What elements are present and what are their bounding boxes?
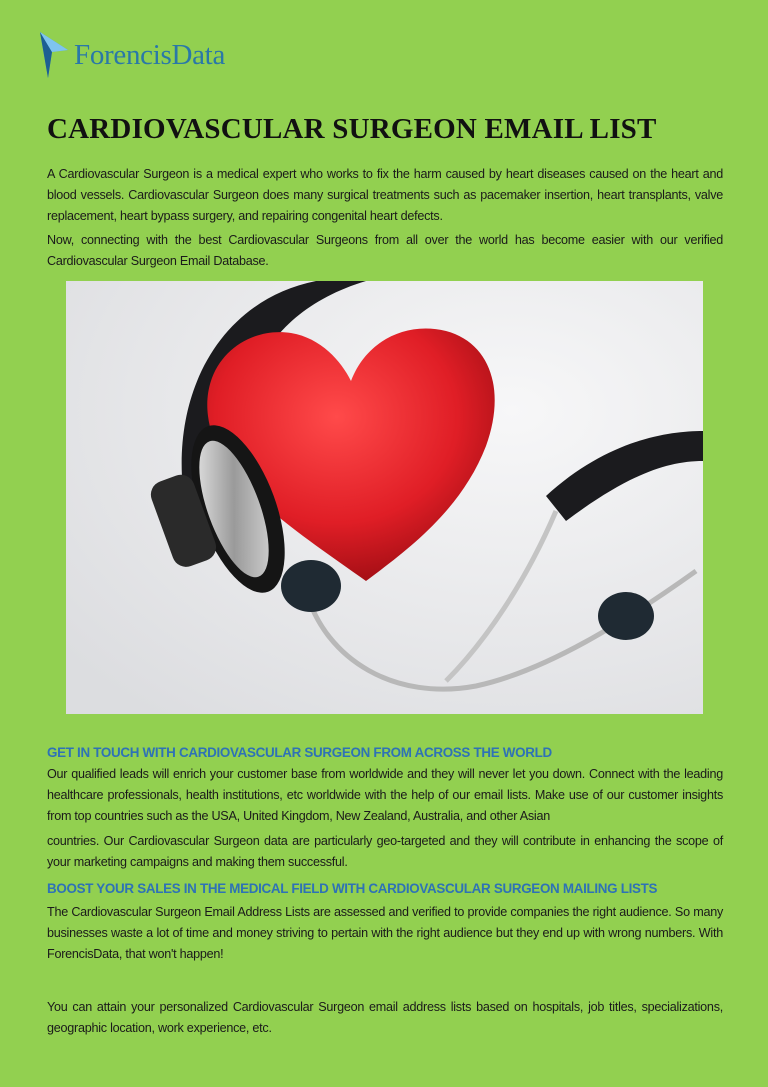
intro-paragraph-1: A Cardiovascular Surgeon is a medical expert who works to fix the harm caused by heart diseases caused on the heart and blood vessels. Cardiovascular Surgeon does many surgical treatments such as pacemaker insertion, heart transplants, valve replacement, heart bypass surgery, and repairing congenital heart defects.	[47, 167, 723, 223]
heart-stethoscope-illustration	[66, 281, 703, 714]
page-title: CARDIOVASCULAR SURGEON EMAIL LIST	[47, 113, 657, 145]
section2-paragraph-1: The Cardiovascular Surgeon Email Address Lists are assessed and verified to provide companies the right audience. So many businesses waste a lot of time and money striving to pertain with the right audience but they end up with wrong numbers. With ForencisData, that won't happen!	[47, 905, 723, 961]
section1-paragraph-1: Our qualified leads will enrich your customer base from worldwide and they will never let you down. Connect with the leading healthcare professionals, health institutions, etc worldwide with the help of our email lists. Make use of our customer insights from top countries such as the USA, United Kingdom, New Zealand, Australia, and other Asian	[47, 767, 723, 823]
logo-arrow-icon	[38, 30, 72, 80]
hero-image	[66, 281, 703, 714]
brand-logo	[38, 30, 225, 80]
section1-paragraph-2: countries. Our Cardiovascular Surgeon data are particularly geo-targeted and they will contribute in enhancing the scope of your marketing campaigns and making them successful.	[47, 834, 723, 869]
section1-heading: GET IN TOUCH WITH CARDIOVASCULAR SURGEON FROM ACROSS THE WORLD	[47, 745, 552, 760]
intro-paragraph-2: Now, connecting with the best Cardiovascular Surgeons from all over the world has become easier with our verified Cardiovascular Surgeon Email Database.	[47, 233, 723, 268]
brand-name: ForencisData	[74, 38, 226, 71]
section2-paragraph-2: You can attain your personalized Cardiovascular Surgeon email address lists based on hospitals, job titles, specializations, geographic location, work experience, etc.	[47, 1000, 723, 1035]
section2-heading: BOOST YOUR SALES IN THE MEDICAL FIELD WITH CARDIOVASCULAR SURGEON MAILING LISTS	[47, 881, 658, 896]
